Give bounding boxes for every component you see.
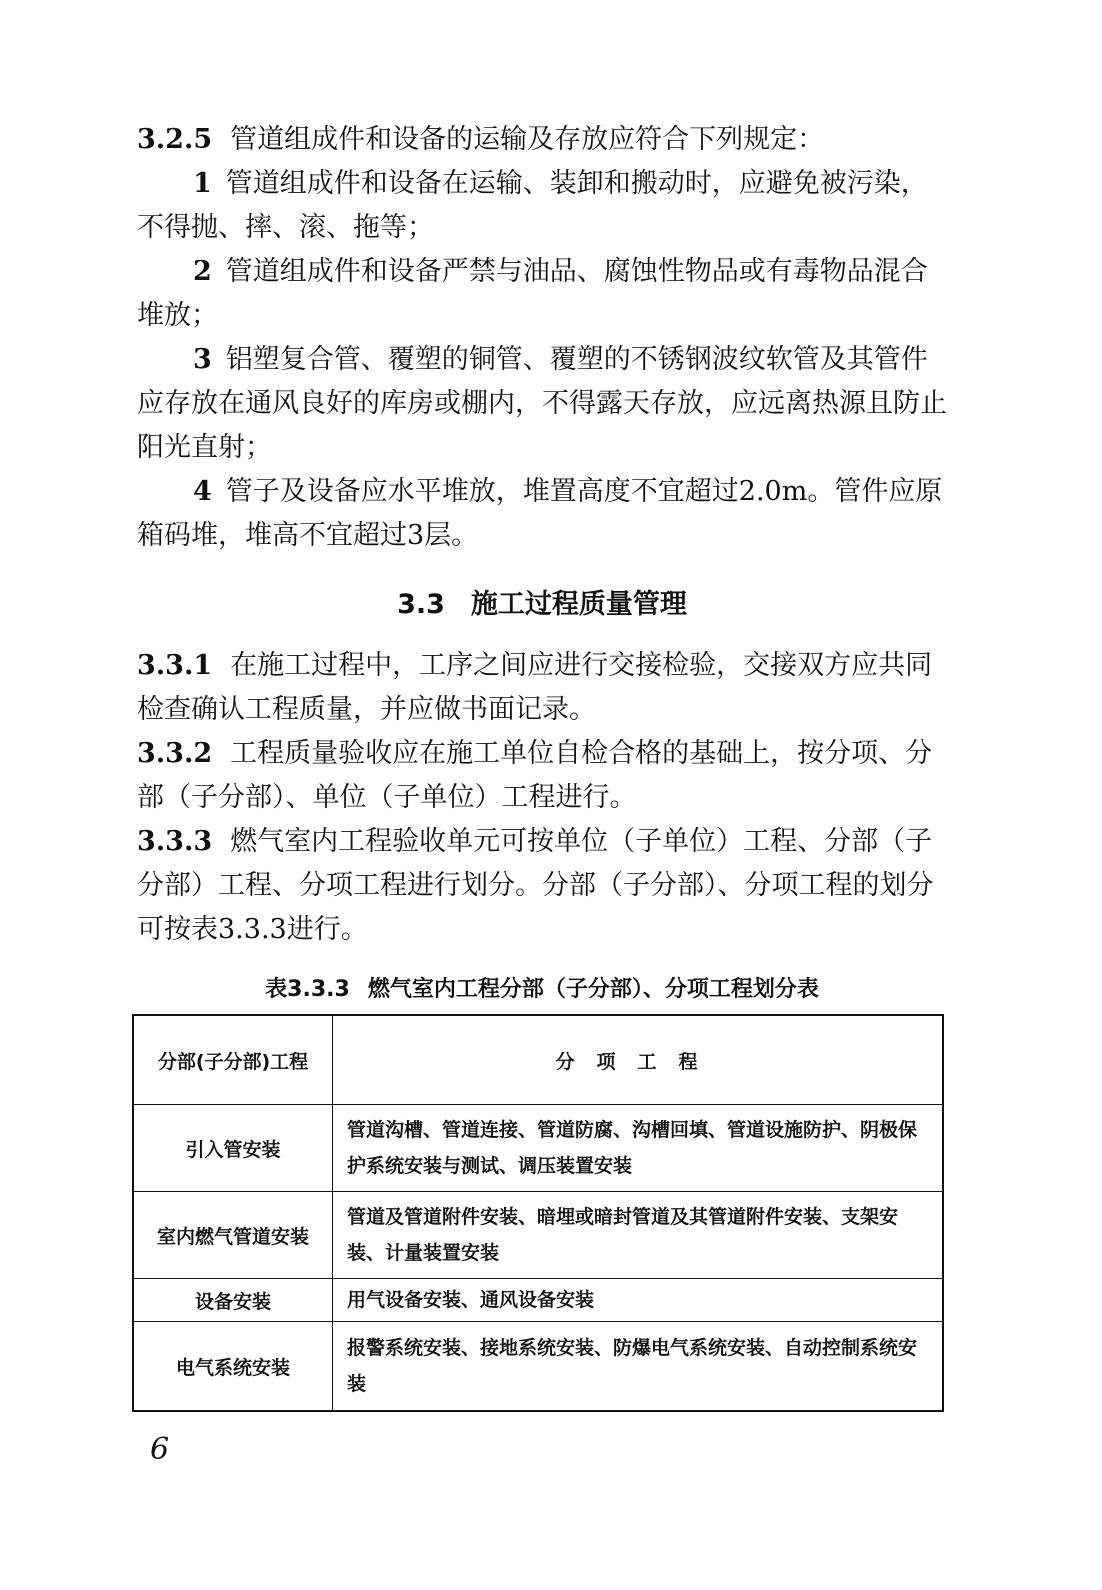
clause-text: 燃气室内工程验收单元可按单位（子单位）工程、分部（子分部）工程、分项工程进行划分。分部（子分部）、分项工程的划分可按表3.3.3进行。 — [137, 826, 934, 945]
items-cell: 用气设备安装、通风设备安装 — [333, 1279, 944, 1322]
division-cell: 引入管安装 — [133, 1105, 333, 1192]
table-row — [133, 1322, 943, 1412]
table-header-row — [133, 1015, 943, 1105]
clause-number: 3.3.3 — [137, 826, 213, 857]
items-cell: 管道及管道附件安装、暗埋或暗封管道及其管道附件安装、支架安装、计量装置安装 — [333, 1192, 944, 1279]
clause-text: 在施工过程中，工序之间应进行交接检验，交接双方应共同检查确认工程质量，并应做书面记录。 — [137, 650, 933, 725]
clause-3-2-5 — [137, 118, 947, 558]
clause-text: 管道组成件和设备的运输及存放应符合下列规定： — [230, 124, 825, 155]
table-title: 燃气室内工程分部（子分部）、分项工程划分表 — [367, 977, 819, 1002]
section-heading — [137, 582, 947, 621]
division-cell: 设备安装 — [133, 1279, 333, 1322]
list-item — [137, 162, 947, 250]
section-title: 施工过程质量管理 — [470, 589, 687, 620]
item-text: 铝塑复合管、覆塑的铜管、覆塑的不锈钢波纹软管及其管件应存放在通风良好的库房或棚内，不得露天存放，应远离热源且防止阳光直射； — [137, 344, 947, 463]
item-text: 管子及设备应水平堆放，堆置高度不宜超过2.0m。管件应原箱码堆，堆高不宜超过3层。 — [137, 476, 943, 551]
header-division: 分部(子分部)工程 — [133, 1015, 333, 1105]
clause-number: 3.3.2 — [137, 738, 213, 769]
table-caption — [137, 972, 947, 1003]
division-table — [132, 1014, 944, 1412]
section-number: 3.3 — [397, 589, 445, 620]
clause-3-3-1 — [137, 644, 947, 732]
item-text: 管道组成件和设备在运输、装卸和搬动时，应避免被污染，不得抛、摔、滚、拖等； — [137, 168, 928, 243]
division-cell: 室内燃气管道安装 — [133, 1192, 333, 1279]
item-number: 1 — [193, 168, 212, 199]
clause-heading-line — [137, 118, 947, 162]
table-number: 表3.3.3 — [265, 977, 350, 1002]
clause-text: 工程质量验收应在施工单位自检合格的基础上，按分项、分部（子分部）、单位（子单位）工程进行。 — [137, 738, 933, 813]
clause-number: 3.2.5 — [137, 124, 213, 155]
items-cell: 报警系统安装、接地系统安装、防爆电气系统安装、自动控制系统安装 — [333, 1322, 944, 1412]
item-number: 2 — [193, 256, 212, 287]
header-items: 分项工程 — [333, 1015, 944, 1105]
item-number: 3 — [193, 344, 212, 375]
clause-3-3-3 — [137, 820, 947, 952]
table-row — [133, 1105, 943, 1192]
item-number: 4 — [193, 476, 212, 507]
page-number: 6 — [150, 1432, 170, 1467]
list-item — [137, 470, 947, 558]
items-cell: 管道沟槽、管道连接、管道防腐、沟槽回填、管道设施防护、阴极保护系统安装与测试、调压装置安装 — [333, 1105, 944, 1192]
item-text: 管道组成件和设备严禁与油品、腐蚀性物品或有毒物品混合堆放； — [137, 256, 928, 331]
table-row — [133, 1192, 943, 1279]
list-item — [137, 338, 947, 470]
clauses-3-3 — [137, 644, 947, 952]
list-item — [137, 250, 947, 338]
division-cell: 电气系统安装 — [133, 1322, 333, 1412]
clause-number: 3.3.1 — [137, 650, 213, 681]
table-row — [133, 1279, 943, 1322]
clause-3-3-2 — [137, 732, 947, 820]
